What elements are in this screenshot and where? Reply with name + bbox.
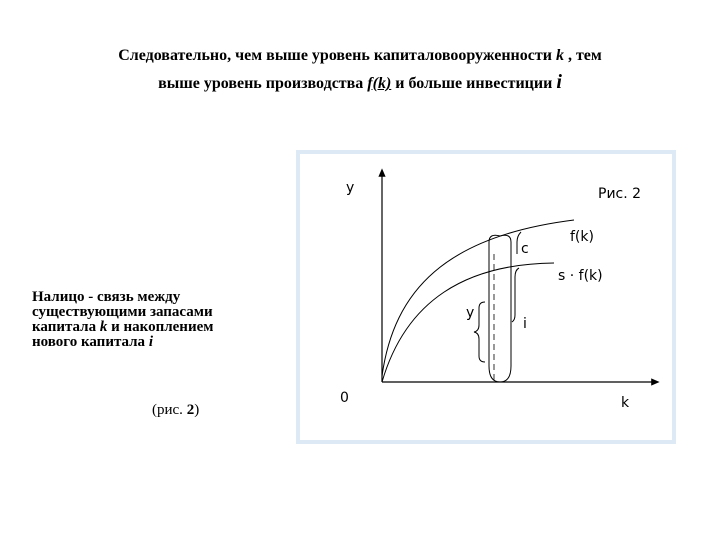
figure-frame [296,150,676,444]
observation-part-2: и накоплением нового капитала [32,319,214,350]
heading-line-1 [30,42,690,69]
investment-label: i [523,316,527,332]
output-bracket [489,235,511,382]
investment-brace-icon [512,268,519,322]
production-curve-label: f(k) [570,229,594,245]
heading-line1-text-a: Следовательно, чем выше уровень капиталовооруженности [118,47,556,64]
investment-curve-sfk [382,263,554,382]
figure-reference [152,402,199,419]
solow-diagram [296,150,676,444]
figure-reference-suffix: ) [194,402,200,418]
heading-line2-text-b: и больше инвестиции [391,75,557,92]
investment-curve-label: s · f(k) [558,268,603,284]
heading-line1-text-b: , тем [563,47,602,64]
heading-fk-symbol: f(k) [367,75,392,92]
observation-i-symbol: i [148,334,153,350]
heading [30,42,690,97]
production-curve-fk [382,220,574,376]
figure-reference-number: 2 [186,402,195,418]
figure-caption: Рис. 2 [598,186,642,202]
observation-k-symbol: k [99,319,108,335]
origin-label: 0 [340,390,349,406]
heading-line2-text-a: выше уровень производства [158,75,368,92]
heading-i-symbol: i [556,71,562,93]
output-label: y [466,305,475,321]
observation-text [32,290,242,350]
consumption-label: c [521,241,529,257]
observation-part-1: Налицо - связь между существующими запасами капитала [32,289,213,335]
x-axis-label: k [621,395,630,411]
heading-k-symbol: k [555,47,564,64]
y-axis-label: y [346,180,355,196]
figure-reference-prefix: (рис. [152,402,187,418]
output-brace-icon [474,302,485,362]
heading-line-2 [30,69,690,97]
